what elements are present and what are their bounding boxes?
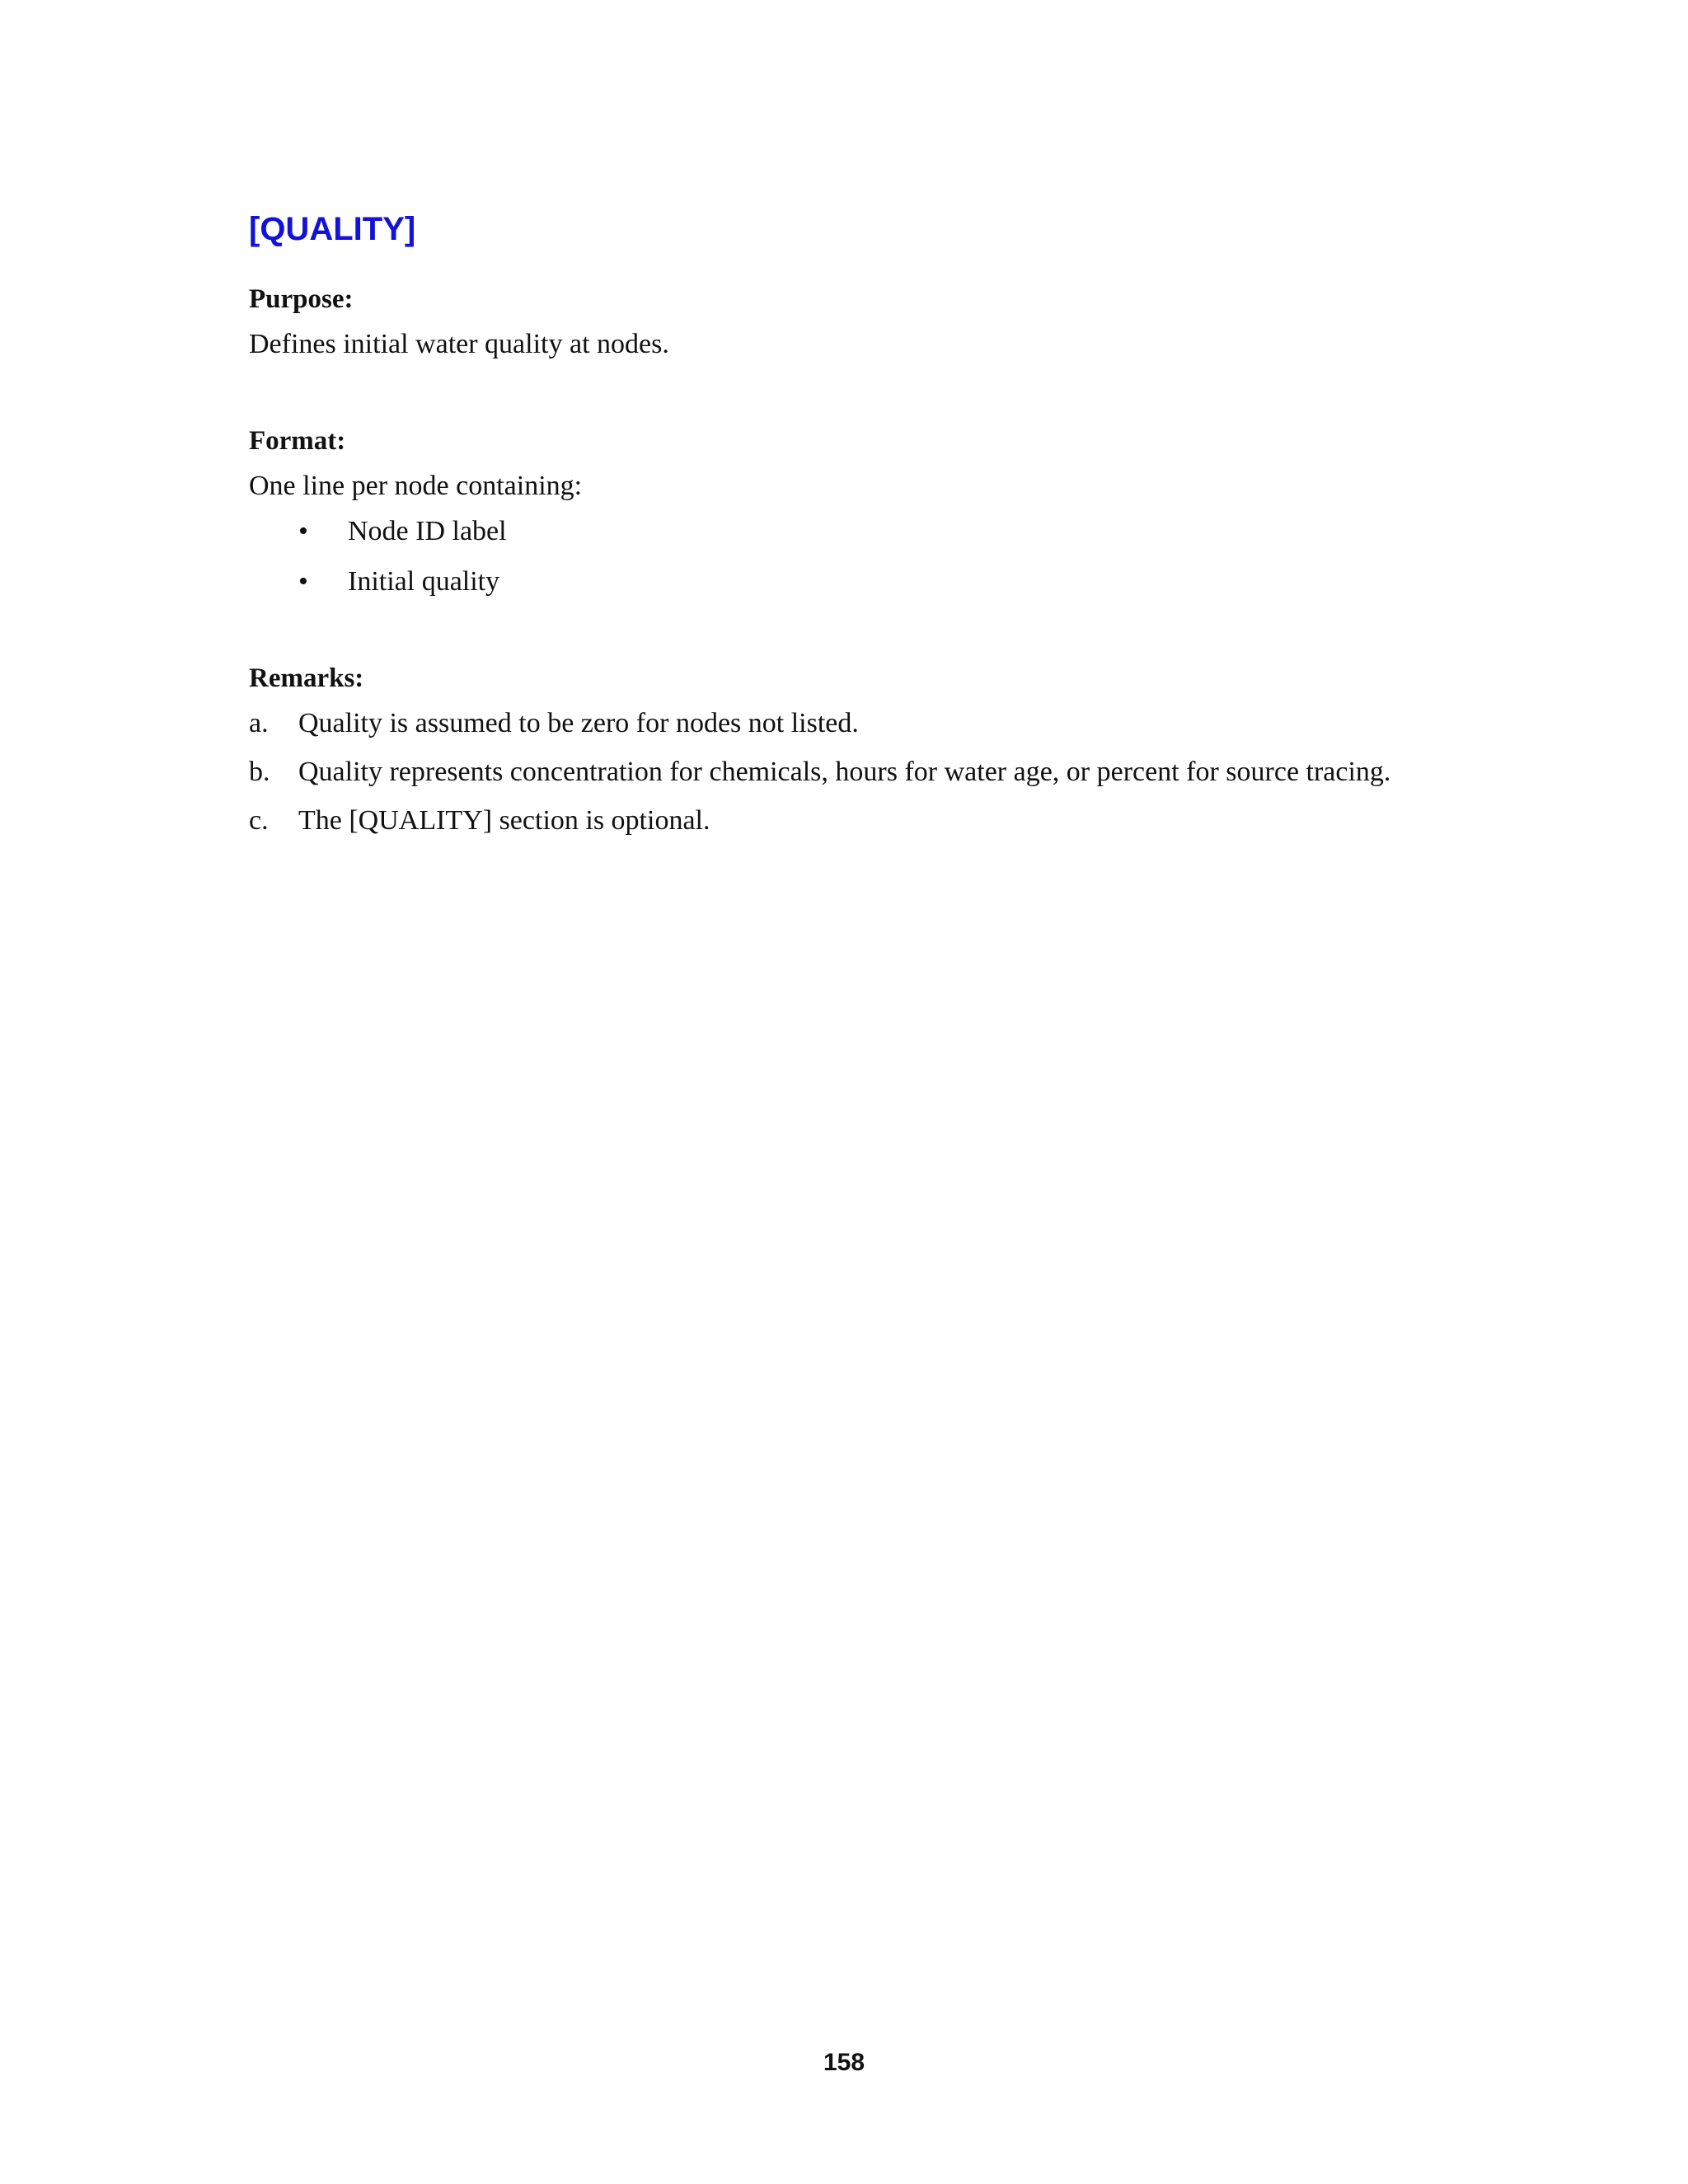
format-intro: One line per node containing: xyxy=(249,470,583,501)
page-content xyxy=(249,209,1485,852)
page-number: 158 xyxy=(823,2049,865,2076)
list-item-text: Node ID label xyxy=(348,515,507,546)
format-bullet-list xyxy=(249,515,1485,599)
list-item xyxy=(249,565,1485,599)
remark-letter: c. xyxy=(249,804,269,836)
list-item xyxy=(249,756,1485,790)
remark-letter: b. xyxy=(249,756,270,787)
purpose-text: Defines initial water quality at nodes. xyxy=(249,328,669,359)
remarks-block xyxy=(249,663,1485,837)
remarks-list xyxy=(249,707,1485,837)
list-item xyxy=(249,515,1485,549)
remark-letter: a. xyxy=(249,707,269,738)
remarks-heading: Remarks: xyxy=(249,663,364,694)
list-item xyxy=(249,707,1485,741)
remark-text: The [QUALITY] section is optional. xyxy=(298,804,710,836)
list-item xyxy=(249,804,1485,838)
purpose-heading: Purpose: xyxy=(249,284,354,314)
remark-text: Quality is assumed to be zero for nodes not listed. xyxy=(298,707,859,738)
bullet-icon: • xyxy=(298,565,308,597)
format-block xyxy=(249,425,1485,598)
purpose-block xyxy=(249,284,1485,361)
list-item-text: Initial quality xyxy=(348,565,500,597)
remark-text: Quality represents concentration for chemicals, hours for water age, or percent for source tracing. xyxy=(298,756,1391,787)
format-heading: Format: xyxy=(249,426,346,457)
bullet-icon: • xyxy=(298,515,308,546)
section-title: [QUALITY] xyxy=(249,211,416,247)
